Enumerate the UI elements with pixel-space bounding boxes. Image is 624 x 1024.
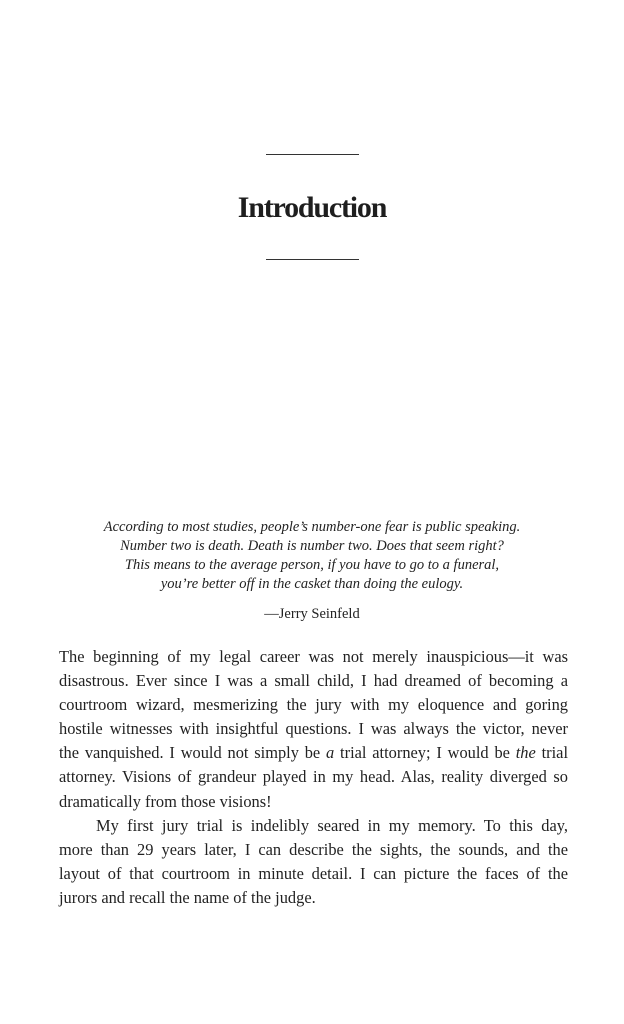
paragraph-2 (59, 814, 568, 910)
text-line: layout of that courtroom in minute detail. I can picture the faces of the (59, 863, 568, 883)
text-segment: trial (535, 743, 569, 763)
text-line: jurors and recall the name of the judge. (59, 887, 316, 907)
epigraph-line: Number two is death. Death is number two. Does that seem right? (120, 538, 504, 554)
epigraph (60, 518, 564, 594)
title-rule-top (266, 154, 359, 155)
text-segment: the vanquished. I would not simply be (59, 743, 327, 763)
text-line (59, 741, 568, 765)
text-line: more than 29 years later, I can describe the sights, the sounds, and the (59, 839, 568, 859)
text-line: dramatically from those visions! (59, 791, 272, 811)
text-line: courtroom wizard, mesmerizing the jury with my eloquence and goring (59, 695, 568, 715)
text-line: hostile witnesses with insightful questions. I was always the victor, never (59, 719, 568, 739)
epigraph-line: According to most studies, people’s number-one fear is public speaking. (103, 519, 521, 535)
paragraph-1 (59, 645, 568, 814)
body-text (59, 645, 568, 910)
text-segment: trial attorney; I would be (334, 743, 516, 763)
emphasis-the: the (515, 743, 536, 763)
epigraph-line: you’re better off in the casket than doing the eulogy. (160, 576, 464, 592)
epigraph-attribution: —Jerry Seinfeld (264, 606, 360, 622)
emphasis-a: a (326, 743, 335, 763)
text-line: disastrous. Ever since I was a small child, I had dreamed of becoming a (59, 671, 568, 691)
text-line: attorney. Visions of grandeur played in my head. Alas, reality diverged so (59, 767, 568, 787)
text-line: The beginning of my legal career was not merely inauspicious—it was (59, 647, 568, 666)
text-line: My first jury trial is indelibly seared in my memory. To this day, (96, 815, 568, 835)
title-rule-bottom (266, 259, 359, 260)
epigraph-line: This means to the average person, if you have to go to a funeral, (124, 557, 500, 573)
chapter-title: Introduction (237, 191, 387, 224)
